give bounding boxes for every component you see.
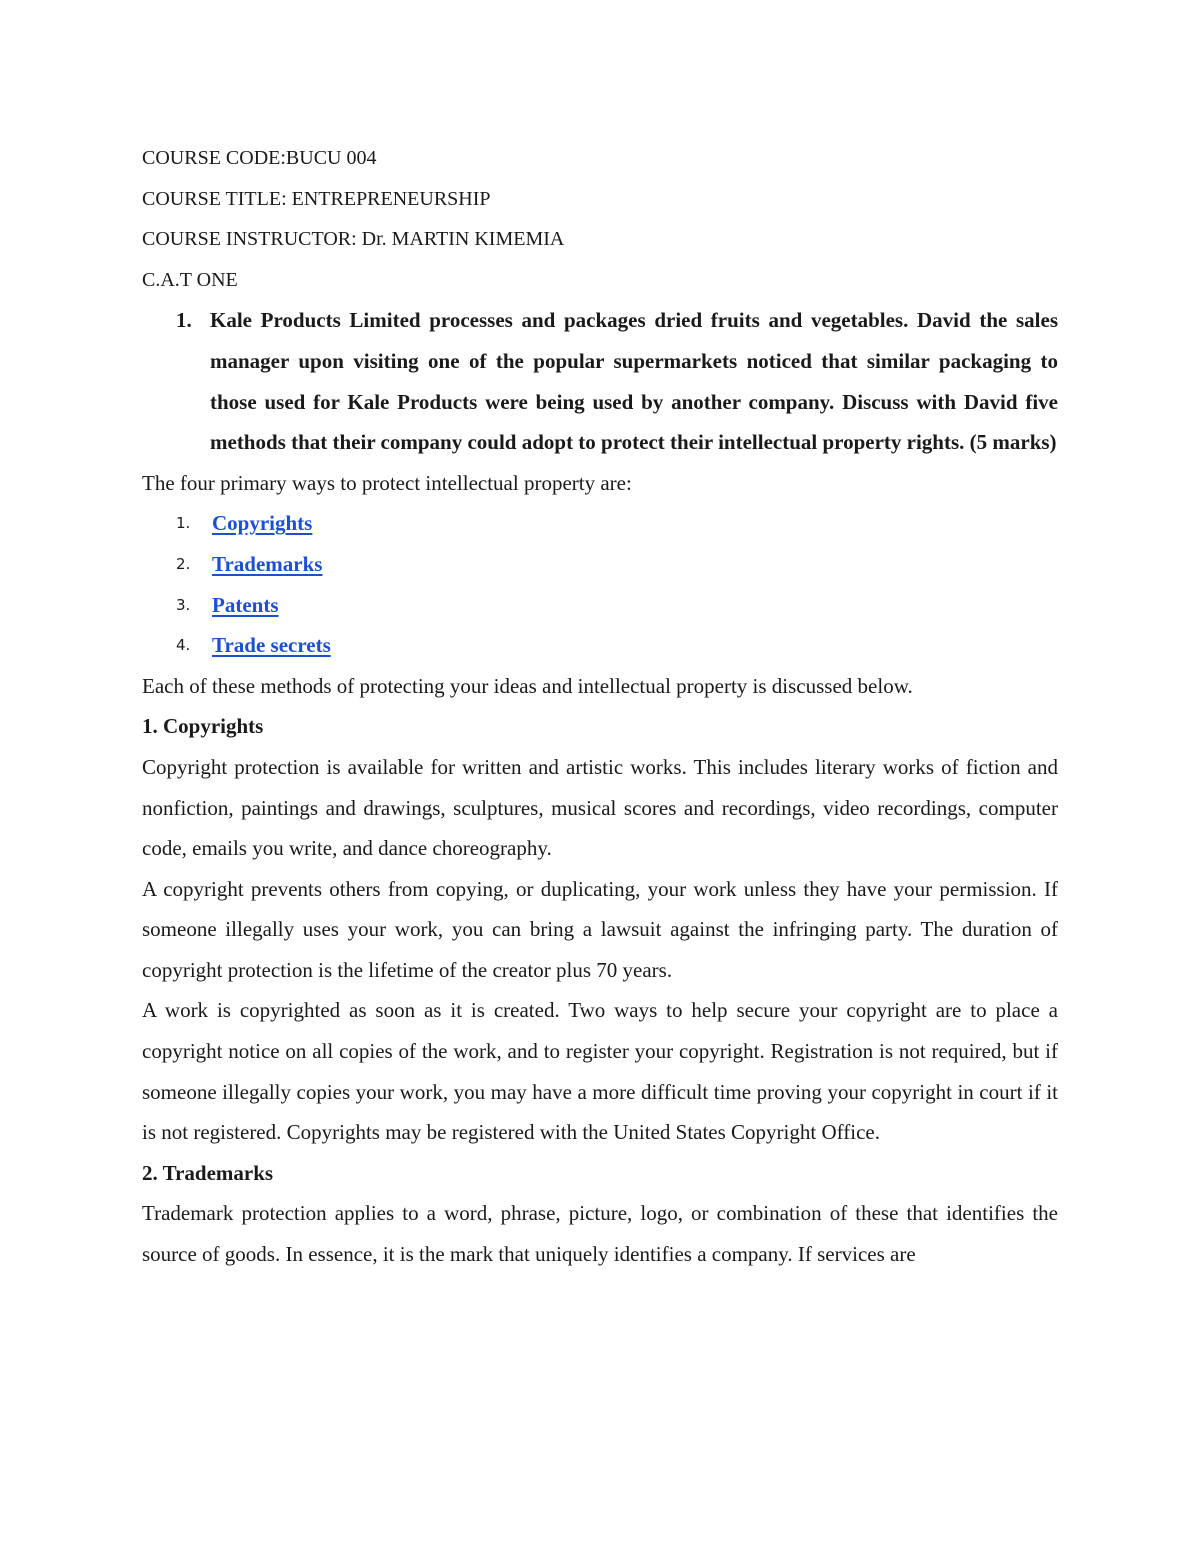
question-1 xyxy=(142,300,1058,462)
copyrights-paragraph-3: A work is copyrighted as soon as it is created. Two ways to help secure your copyright are to place a copyright notice on all copies of the work, and to register your copyright. Registration is not required, but if someone illegally copies your work, you may have a more difficult time proving your copyright in court if it is not registered. Copyrights may be registered with the United States Copyright Office. xyxy=(142,998,1058,1145)
document-page xyxy=(142,138,1058,1275)
list-item-number: 3. xyxy=(176,595,191,614)
copyrights-paragraph-1: Copyright protection is available for written and artistic works. This includes literary works of fiction and nonfiction, paintings and drawings, sculptures, musical scores and recordings, video recordings, computer code, emails you write, and dance choreography. xyxy=(142,754,1058,861)
list-item-number: 1. xyxy=(176,514,191,533)
list-item-number: 4. xyxy=(176,636,191,655)
intro-text: The four primary ways to protect intellectual property are: xyxy=(142,470,632,495)
question-number: 1. xyxy=(176,308,192,333)
trademarks-paragraph-1: Trademark protection applies to a word, phrase, picture, logo, or combination of these that identifies the source of goods. In essence, it is the mark that uniquely identifies a company. If services are xyxy=(142,1201,1058,1267)
copyrights-link[interactable]: Copyrights xyxy=(212,511,313,536)
list-item xyxy=(142,544,1058,585)
trademarks-link[interactable]: Trademarks xyxy=(212,551,323,576)
discussion-intro: Each of these methods of protecting your ideas and intellectual property is discussed below. xyxy=(142,673,913,698)
ip-methods-list xyxy=(142,503,1058,665)
trade-secrets-link[interactable]: Trade secrets xyxy=(212,633,331,658)
list-item-number: 2. xyxy=(176,554,191,573)
question-text: Kale Products Limited processes and packages dried fruits and vegetables. David the sales manager upon visiting one of the popular supermarkets noticed that similar packaging to those used for Kale Products were being used by another company. Discuss with David five methods that their company could adopt to protect their intellectual property rights. (5 marks) xyxy=(210,308,1058,455)
trademarks-heading: 2. Trademarks xyxy=(142,1160,274,1185)
list-item xyxy=(142,625,1058,666)
cat-label: C.A.T ONE xyxy=(142,268,238,291)
list-item xyxy=(142,585,1058,626)
copyrights-heading: 1. Copyrights xyxy=(142,714,264,739)
copyrights-paragraph-2: A copyright prevents others from copying, or duplicating, your work unless they have your permission. If someone illegally uses your work, you can bring a lawsuit against the infringing party. The duration of copyright protection is the lifetime of the creator plus 70 years. xyxy=(142,876,1058,982)
list-item xyxy=(142,503,1058,544)
course-title: COURSE TITLE: ENTREPRENEURSHIP xyxy=(142,187,491,210)
course-instructor: COURSE INSTRUCTOR: Dr. MARTIN KIMEMIA xyxy=(142,228,565,251)
course-code: COURSE CODE:BUCU 004 xyxy=(142,147,377,169)
patents-link[interactable]: Patents xyxy=(212,592,279,617)
